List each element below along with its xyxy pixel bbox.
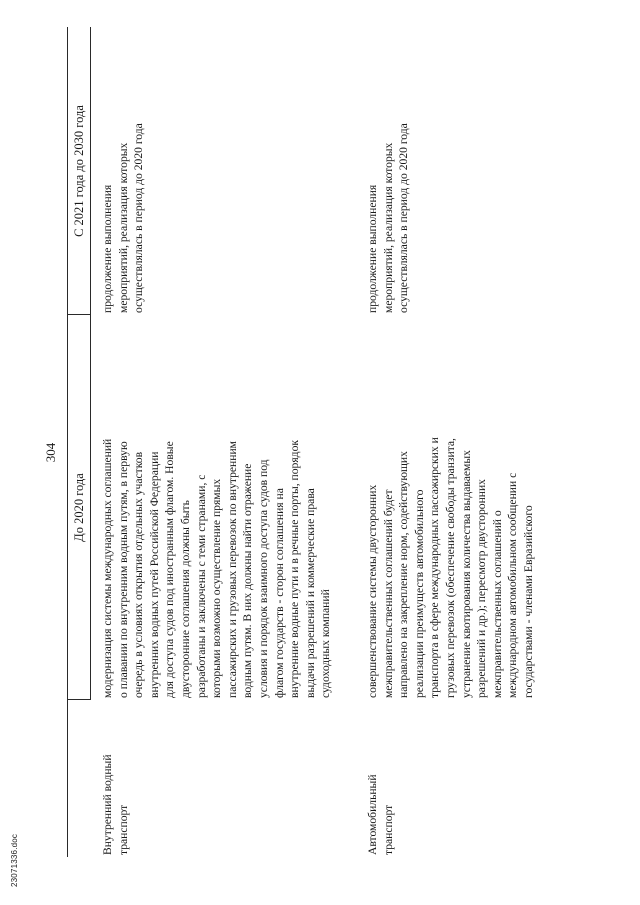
row-road-2021-2030: продолжение выполнения мероприятий, реализация которых осуществлялась в период до 2020 года [366, 123, 411, 313]
header-bottom-rule [90, 27, 91, 700]
row-inland-water-2021-2030: продолжение выполнения мероприятий, реализация которых осуществлялась в период до 2020 года [101, 123, 146, 313]
column-header-2021-2030: С 2021 года до 2030 года [72, 105, 86, 237]
document-code: 23071336.doc [10, 833, 19, 887]
row-inland-water-until-2020: модернизация системы международных соглашений о плавании по внутренним водным путям, в первую очередь в условиях открытия отдельных участков внутренних водных путей Российской Федерации для доступа судов под иностранным флагом. Новые двусторонние соглашения должны быть разработаны и заключены с теми странами, с которыми возможно осуществление прямых пассажирских и грузовых перевозок по внутренним водным путям. В них должны найти отражение условия и порядок взаимного доступа судов под флагом государств - сторон соглашения на внутренние водные пути и в речные порты, порядок выдачи разрешений и коммерческие права судоходных компаний [101, 438, 333, 698]
page-number: 304 [43, 442, 58, 463]
row-road-until-2020: совершенствование системы двусторонних межправительственных соглашений будет направлено на закрепление норм, содействующих реализации преимуществ автомобильного транспорта в сфере международных пассажирских и грузовых перевозок (обеспечение свободы транзита, устранение квотирования количества выдаваемых разрешений и др.); пересмотр двусторонних межправительственных соглашений о международном автомобильном сообщении с государствами - членами Евразийского [366, 437, 535, 698]
column-header-until-2020: До 2020 года [72, 473, 86, 542]
row-label-inland-water: Внутренний водный транспорт [101, 754, 130, 855]
row-label-road-transport: Автомобильный транспорт [366, 774, 395, 855]
